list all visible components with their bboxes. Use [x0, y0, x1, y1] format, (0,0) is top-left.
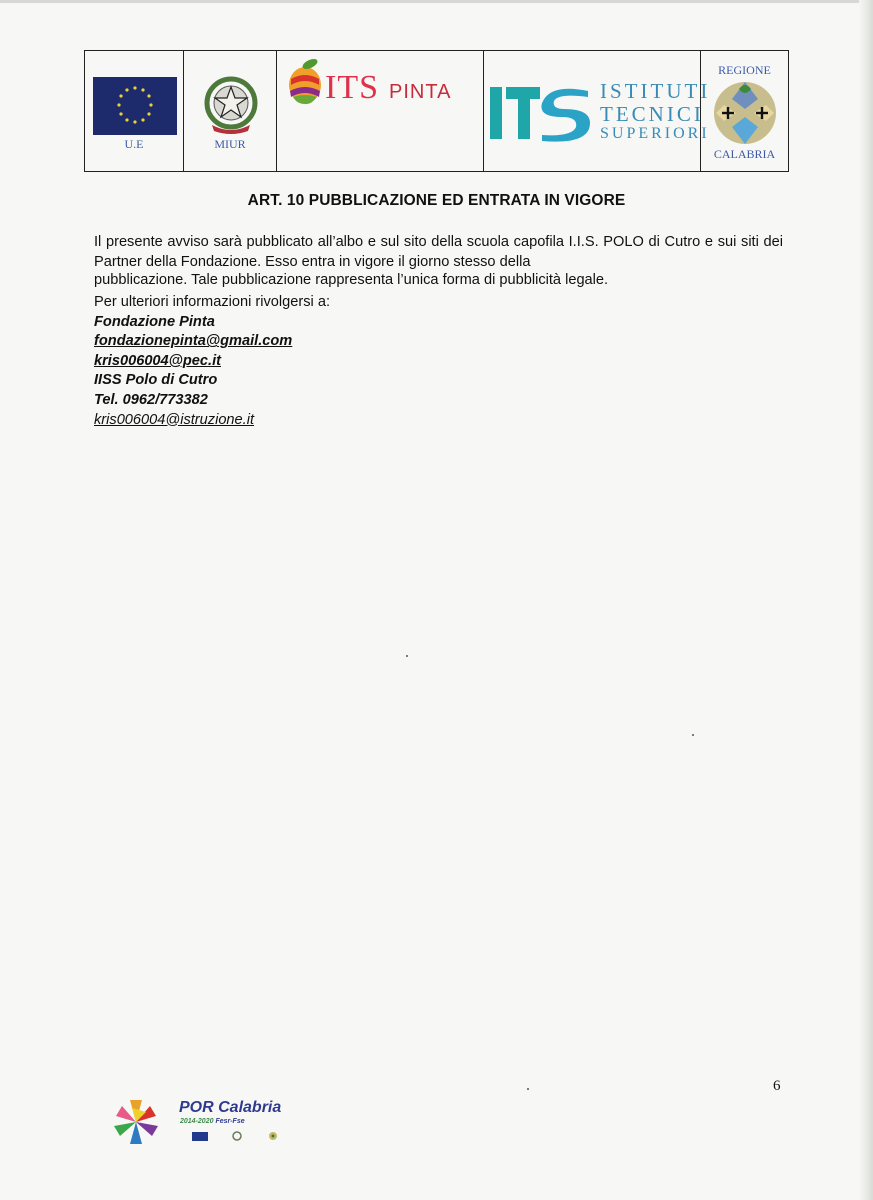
- fruit-logo-icon: [283, 57, 327, 107]
- region-bottom-caption: CALABRIA: [713, 147, 776, 161]
- article-paragraph: Il presente avviso sarà pubblicato all’albo e sul sito della scuola capofila I.I.S. POLO di Cutro e sui siti dei Partner della Fondazione. Esso entra in vigore il giorno stesso della: [94, 234, 783, 270]
- its-line-2: TECNICI: [600, 102, 704, 126]
- contact-intro: Per ulteriori informazioni rivolgersi a:: [94, 294, 331, 310]
- its-mark-icon: [490, 83, 592, 143]
- contact-block: [94, 293, 330, 430]
- scan-speck: [692, 734, 694, 736]
- scan-edge: [859, 0, 873, 1200]
- contact-school-email-link[interactable]: kris006004@istruzione.it: [94, 411, 255, 428]
- contact-pec-link[interactable]: kris006004@pec.it: [94, 352, 222, 369]
- por-title: POR Calabria: [179, 1099, 282, 1116]
- mini-region-logo-icon: [268, 1131, 278, 1141]
- contact-organization: Fondazione Pinta: [94, 313, 215, 330]
- scan-speck: [527, 1088, 529, 1090]
- pinta-word-text: PINTA: [389, 81, 452, 103]
- miur-logo-cell: [184, 51, 277, 171]
- por-flower-logo-icon: [108, 1096, 168, 1146]
- its-line-1: ISTITUTI: [600, 79, 711, 103]
- region-logo-cell: [701, 51, 788, 171]
- its-logo-cell: [484, 51, 711, 171]
- pinta-its-text: ITS: [325, 69, 379, 106]
- region-top-caption: REGIONE: [718, 63, 771, 77]
- eu-logo-cell: [85, 51, 184, 171]
- scan-edge: [0, 0, 873, 3]
- mini-italian-emblem-icon: [232, 1131, 242, 1141]
- contact-phone: Tel. 0962/773382: [94, 391, 208, 408]
- contact-email-link[interactable]: fondazionepinta@gmail.com: [94, 333, 293, 350]
- italian-emblem-icon: [202, 75, 260, 137]
- contact-school: IISS Polo di Cutro: [94, 372, 218, 389]
- header-logo-table: [84, 50, 789, 172]
- eu-flag-icon: [93, 77, 177, 135]
- por-subtitle: [180, 1118, 245, 1125]
- article-paragraph-end: pubblicazione. Tale pubblicazione rappresenta l’unica forma di pubblicità legale.: [94, 272, 609, 288]
- scan-speck: [406, 655, 408, 657]
- mini-eu-flag-icon: [192, 1132, 208, 1141]
- por-years: 2014-2020: [180, 1118, 214, 1125]
- calabria-shield-icon: [706, 79, 784, 147]
- its-pinta-logo-cell: [277, 51, 484, 171]
- its-line-3: SUPERIORI: [600, 125, 710, 142]
- por-fund: Fesr-Fse: [215, 1118, 245, 1125]
- eu-caption: U.E: [124, 137, 144, 151]
- miur-caption: MIUR: [214, 137, 246, 151]
- page-number: 6: [773, 1078, 781, 1094]
- article-heading: ART. 10 PUBBLICAZIONE ED ENTRATA IN VIGORE: [247, 192, 626, 209]
